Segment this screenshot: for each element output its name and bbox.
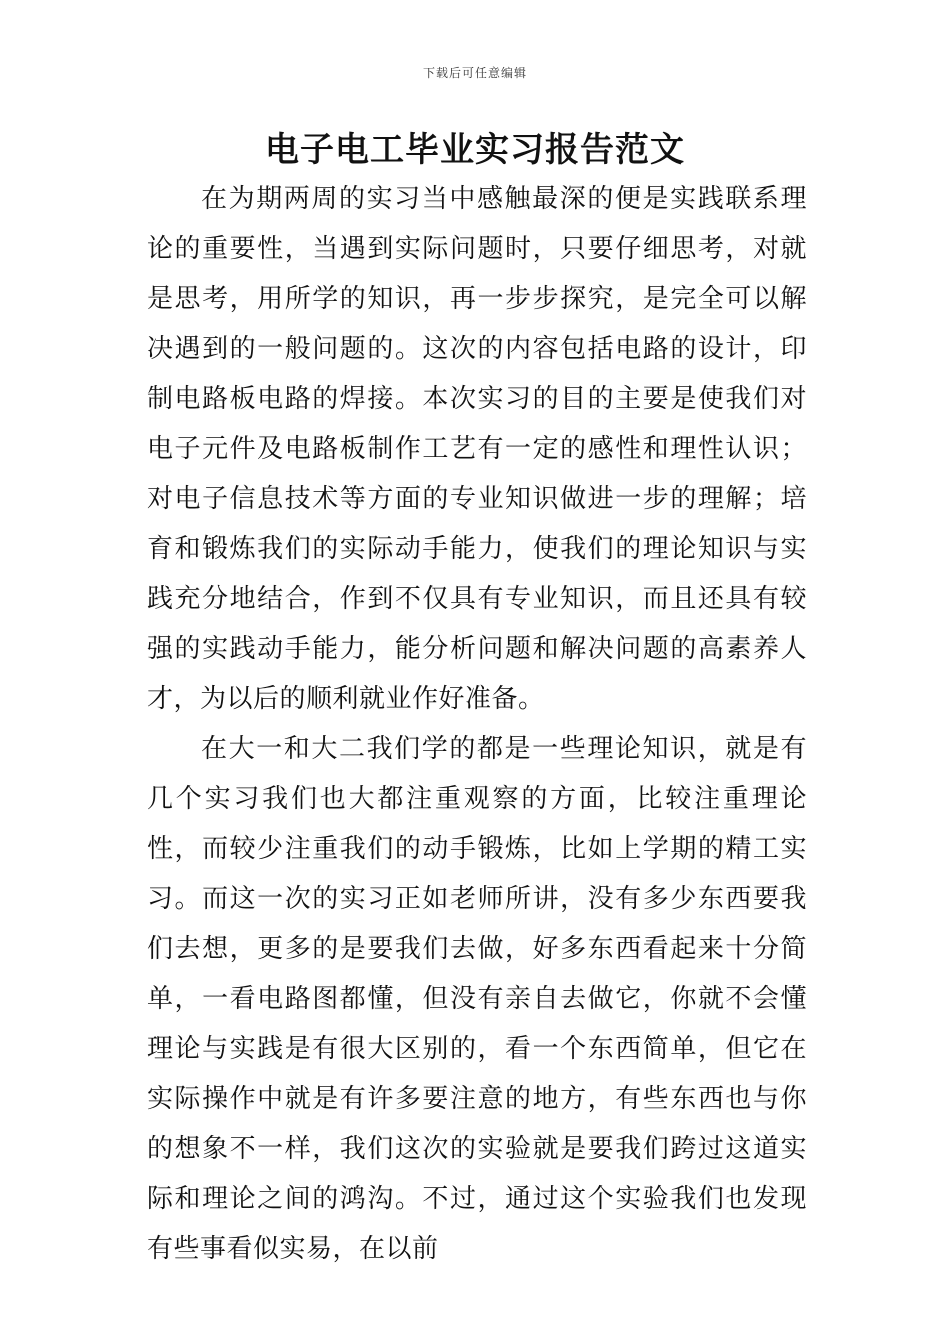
document-title: 电子电工毕业实习报告范文 (265, 130, 685, 170)
header-note: 下载后可任意编辑 (422, 66, 527, 80)
paragraph-1: 在为期两周的实习当中感触最深的便是实践联系理论的重要性，当遇到实际问题时，只要仔细思考，对就是思考，用所学的知识，再一步步探究，是完全可以解决遇到的一般问题的。这次的内容包括电路的设计，印制电路板电路的焊接。本次实习的目的主要是使我们对电子元件及电路板制作工艺有一定的感性和理性认识；对电子信息技术等方面的专业知识做进一步的理解；培育和锻炼我们的实际动手能力，使我们的理论知识与实践充分地结合，作到不仅具有专业知识，而且还具有较强的实践动手能力，能分析问题和解决问题的高素养人才，为以后的顺利就业作好准备。 (147, 184, 807, 714)
document-body (147, 174, 807, 1274)
paragraph-2: 在大一和大二我们学的都是一些理论知识，就是有几个实习我们也大都注重观察的方面，比较注重理论性，而较少注重我们的动手锻炼，比如上学期的精工实习。而这一次的实习正如老师所讲，没有多少东西要我们去想，更多的是要我们去做，好多东西看起来十分简单，一看电路图都懂，但没有亲自去做它，你就不会懂理论与实践是有很大区别的，看一个东西简单，但它在实际操作中就是有许多要注意的地方，有些东西也与你的想象不一样，我们这次的实验就是要我们跨过这道实际和理论之间的鸿沟。不过，通过这个实验我们也发现有些事看似实易，在以前 (147, 734, 807, 1264)
